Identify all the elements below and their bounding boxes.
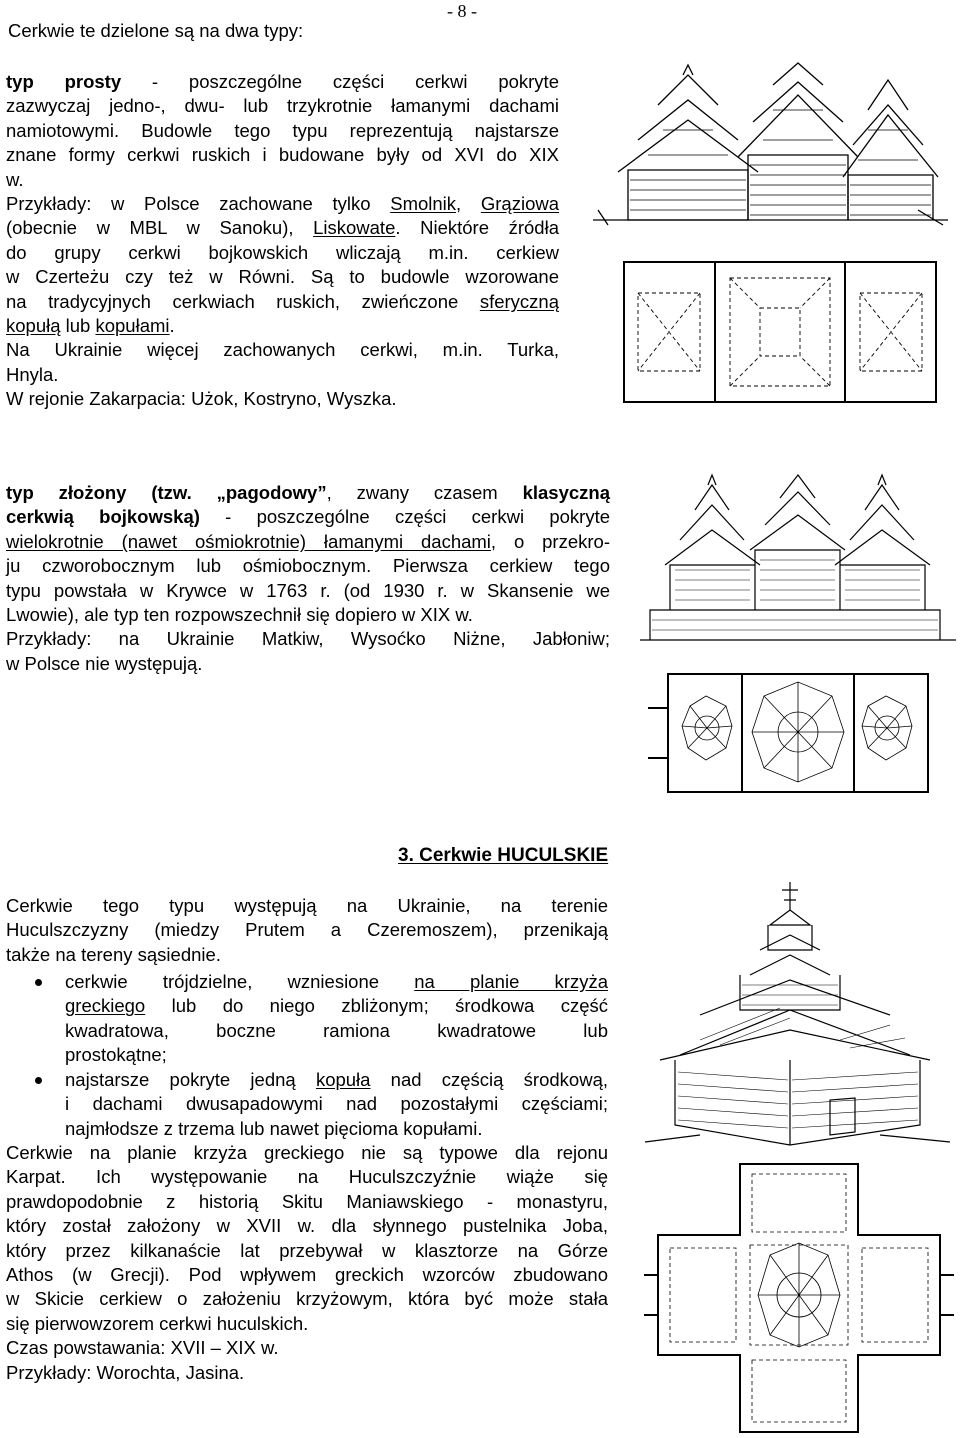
text-run: Cerkwie na planie krzyża greckiego nie są typowe dla rejonu <box>6 1142 608 1163</box>
text-line <box>6 338 559 362</box>
page-number: - 8 - <box>447 1 477 21</box>
hutsul-church-cross-plan-drawing <box>640 1160 958 1436</box>
text-run: kopuła <box>315 1069 371 1090</box>
bullet-1-text <box>65 970 608 1068</box>
text-run: wielokrotnie (nawet ośmiokrotnie) łamanymi dachami <box>6 530 491 552</box>
text-line <box>65 1043 608 1067</box>
text-line <box>6 290 559 314</box>
text-line <box>6 943 608 967</box>
text-run: sferyczną <box>479 290 559 312</box>
text-run: . Niektóre źródła <box>395 217 559 239</box>
text-run: także na tereny sąsiednie. <box>6 943 221 965</box>
simple-type-text <box>6 70 559 412</box>
text-run: zazwyczaj jedno-, dwu- lub trzykrotnie łamanymi dachami <box>6 95 559 117</box>
text-line <box>6 1312 608 1336</box>
text-run: cerkwią bojkowską) <box>6 506 200 528</box>
text-line <box>6 1165 608 1189</box>
text-run: - poszczególne części cerkwi pokryte <box>199 506 610 528</box>
text-line <box>6 1239 608 1263</box>
text-line <box>6 894 608 918</box>
text-line <box>6 505 610 529</box>
text-line <box>65 1092 608 1116</box>
text-run: który przez kilkanaście lat przebywał w klasztorze na Górze <box>6 1239 608 1261</box>
text-line <box>6 603 610 627</box>
text-line <box>65 1117 608 1141</box>
text-run: Liskowate <box>313 217 396 239</box>
text-run: Smolnik <box>390 193 457 215</box>
bullet-2-text <box>65 1068 608 1141</box>
text-line <box>6 1263 608 1287</box>
simple-church-plan-drawing <box>620 258 940 408</box>
text-line <box>6 363 559 387</box>
text-run: typ złożony (tzw. <box>6 482 217 503</box>
text-line <box>6 168 559 192</box>
text-line <box>6 1336 608 1360</box>
text-run: w. <box>6 168 24 190</box>
text-line <box>6 1361 608 1385</box>
hutsul-intro-text <box>6 894 608 967</box>
text-line <box>6 265 559 289</box>
text-run: cerkwie trójdzielne, wzniesione <box>65 971 415 992</box>
bullet-marker <box>35 979 42 986</box>
text-run: nad częścią środkową, <box>370 1069 609 1090</box>
hutsul-body-text <box>6 1141 608 1385</box>
text-run: Przykłady: w Polsce zachowane tylko <box>6 193 391 215</box>
pagoda-church-plan-drawing <box>644 668 954 798</box>
text-run: prostokątne; <box>65 1044 167 1066</box>
text-line <box>6 387 559 411</box>
text-line <box>6 579 610 603</box>
text-line <box>6 481 610 505</box>
text-run: Na Ukrainie więcej zachowanych cerkwi, m.in. Turka, <box>6 339 559 361</box>
text-run: Karpat. Ich występowanie na Huculszczyźnie wiąże się <box>6 1166 608 1188</box>
text-run: typu powstała w Krywce w 1763 r. (od 1930 r. w Skansenie we <box>6 579 610 601</box>
complex-type-text <box>6 481 610 676</box>
text-run: kopułą <box>6 315 61 337</box>
text-line <box>6 652 610 676</box>
hutsul-bullet-2 <box>65 1068 608 1141</box>
text-run: na planie krzyża <box>414 971 608 992</box>
text-line <box>6 1287 608 1311</box>
text-line <box>6 918 608 942</box>
text-line <box>6 70 559 94</box>
text-line <box>6 94 559 118</box>
text-run: W rejonie Zakarpacia: Użok, Kostryno, Wyszka. <box>6 388 397 410</box>
text-run: Przykłady: Worochta, Jasina. <box>6 1361 245 1383</box>
text-run: do grupy cerkwi bojkowskich wliczają m.in. cerkiew <box>6 241 559 263</box>
text-run: kwadratowa, boczne ramiona kwadratowe lub <box>65 1019 608 1041</box>
text-run: najmłodsze z trzema lub nawet pięcioma kopułami. <box>65 1117 483 1139</box>
text-run: klasyczną <box>522 482 610 503</box>
text-run: greckiego <box>65 995 146 1017</box>
simple-church-elevation-drawing <box>588 60 958 260</box>
text-line <box>6 192 559 216</box>
text-line <box>65 970 608 994</box>
text-run: Lwowie), ale typ ten rozpowszechnił się dopiero w XIX w. <box>6 604 473 626</box>
text-run: ju czworobocznym lub ośmiobocznym. Pierwsza cerkiew tego <box>6 555 610 577</box>
text-line <box>65 1068 608 1092</box>
text-run: , <box>456 193 481 215</box>
hutsul-bullet-1 <box>65 970 608 1068</box>
text-run: namiotowymi. Budowle tego typu reprezentują najstarsze <box>6 119 559 141</box>
text-run: . <box>169 315 175 337</box>
text-line <box>6 119 559 143</box>
text-run: prawdopodobnie z historią Skitu Maniawskiego - monastyru, <box>6 1190 608 1212</box>
text-line <box>6 143 559 167</box>
pagoda-church-elevation-drawing <box>640 470 956 650</box>
text-run: Grąziowa <box>480 193 560 215</box>
text-run: Huculszczyzny (miedzy Prutem a Czeremoszem), przenikają <box>6 919 608 941</box>
text-run: w Polsce nie występują. <box>6 652 203 674</box>
text-line <box>65 994 608 1018</box>
text-line <box>6 216 559 240</box>
text-run: w Czerteżu czy też w Równi. Są to budowle wzorowane <box>6 266 559 288</box>
text-line <box>6 1141 608 1165</box>
text-run: Czas powstawania: XVII – XIX w. <box>6 1337 279 1359</box>
text-run: typ prosty <box>6 71 122 92</box>
text-run: na tradycyjnych cerkwiach ruskich, zwieńczone <box>6 290 480 312</box>
text-run: i dachami dwusapadowymi nad pozostałymi częściami; <box>65 1093 608 1115</box>
text-run: , zwany czasem <box>326 482 523 503</box>
text-line <box>6 1214 608 1238</box>
text-run: lub do niego zbliżonym; środkowa część <box>145 995 608 1017</box>
text-line <box>6 554 610 578</box>
text-run: kopułami <box>95 315 170 337</box>
text-run: Cerkwie tego typu występują na Ukrainie, na terenie <box>6 895 608 916</box>
text-line <box>6 530 610 554</box>
text-run: Hnyla. <box>6 363 59 385</box>
text-line <box>65 1019 608 1043</box>
intro-text: Cerkwie te dzielone są na dwa typy: <box>8 20 304 41</box>
text-run: , o przekro- <box>490 530 610 552</box>
text-run: Przykłady: na Ukrainie Matkiw, Wysoćko Niżne, Jabłoniw; <box>6 628 610 650</box>
text-run: się pierwowzorem cerkwi huculskich. <box>6 1312 309 1334</box>
text-line <box>6 241 559 265</box>
text-run: w Skicie cerkiew o założeniu krzyżowym, która być może stała <box>6 1288 608 1310</box>
text-run: który został założony w XVII w. dla słynnego pustelnika Joba, <box>6 1215 608 1237</box>
text-run: (obecnie w MBL w Sanoku), <box>6 217 314 239</box>
text-run: najstarsze pokryte jedną <box>65 1069 316 1090</box>
text-run: znane formy cerkwi ruskich i budowane były od XVI do XIX <box>6 144 559 166</box>
text-run: Athos (w Grecji). Pod wpływem greckich wzorców zbudowano <box>6 1264 608 1286</box>
text-line <box>6 314 559 338</box>
bullet-marker <box>35 1077 42 1084</box>
text-run: lub <box>60 315 96 337</box>
text-run: „pagodowy” <box>216 482 327 503</box>
text-line <box>6 1190 608 1214</box>
hutsul-church-perspective-drawing <box>640 880 958 1150</box>
section-heading: 3. Cerkwie HUCULSKIE <box>398 845 609 866</box>
text-line <box>6 627 610 651</box>
text-run: - poszczególne części cerkwi pokryte <box>121 71 559 92</box>
